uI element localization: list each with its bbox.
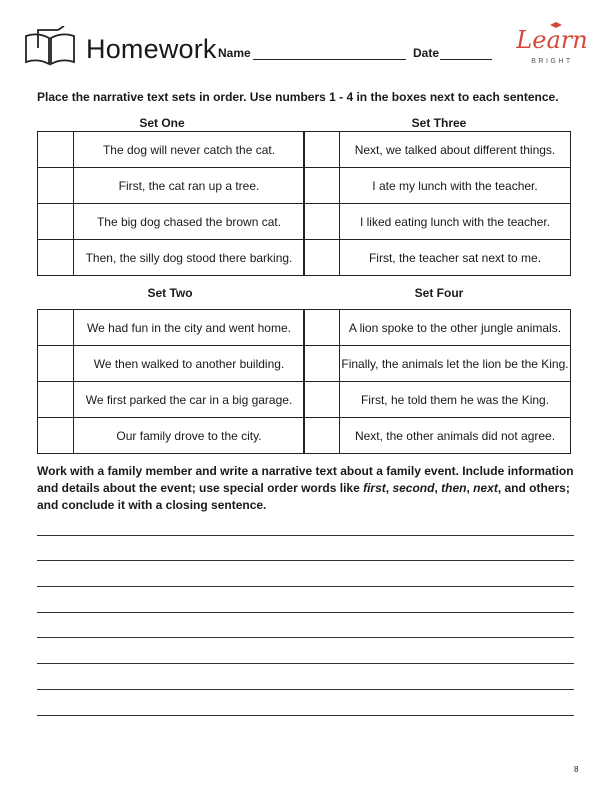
writing-line[interactable] [37,663,574,664]
table-row [38,346,305,382]
table-row [304,382,571,418]
set-three-table [303,131,571,276]
order-box[interactable] [304,240,340,276]
sentence-cell: We first parked the car in a big garage. [74,382,305,418]
sentence-cell: Next, the other animals did not agree. [340,418,571,454]
order-word-next: next [473,481,498,495]
set-one-title: Set One [139,116,185,130]
sentence-cell: Our family drove to the city. [74,418,305,454]
separator: , [434,481,442,495]
order-box[interactable] [38,346,74,382]
writing-prompt [37,463,582,514]
table-row [38,168,305,204]
table-row [304,310,571,346]
table-row [304,418,571,454]
table-row [304,132,571,168]
logo-text-learn: Learn [516,26,588,54]
order-box[interactable] [38,310,74,346]
writing-line[interactable] [37,560,574,561]
table-row [304,204,571,240]
writing-line[interactable] [37,535,574,536]
set-four-title: Set Four [414,286,464,300]
writing-line[interactable] [37,612,574,613]
sentence-cell: First, the cat ran up a tree. [74,168,305,204]
order-box[interactable] [304,382,340,418]
table-row [38,310,305,346]
prompt-text-end: , and others; and conclude it with a closing sentence. [37,481,570,512]
sentence-cell: The big dog chased the brown cat. [74,204,305,240]
sentence-cell: A lion spoke to the other jungle animals. [340,310,571,346]
open-book-icon [24,26,76,66]
order-box[interactable] [38,204,74,240]
set-two-table [37,309,305,454]
table-row [38,418,305,454]
sentence-cell: I ate my lunch with the teacher. [340,168,571,204]
writing-line[interactable] [37,586,574,587]
order-box[interactable] [304,418,340,454]
table-row [38,204,305,240]
order-word-first: first [363,481,386,495]
set-one-table [37,131,305,276]
separator: , [466,481,474,495]
table-row [38,382,305,418]
set-four-table [303,309,571,454]
writing-line[interactable] [37,715,574,716]
order-box[interactable] [38,418,74,454]
date-field-line[interactable] [440,59,492,60]
logo-text-bright: BRIGHT [531,58,573,65]
order-box[interactable] [38,240,74,276]
set-two-title: Set Two [147,286,193,300]
table-row [38,132,305,168]
order-word-second: second [392,481,435,495]
writing-line[interactable] [37,637,574,638]
set-three-title: Set Three [411,116,467,130]
order-box[interactable] [38,132,74,168]
date-label: Date [413,46,440,60]
page-title: Homework [86,34,217,64]
separator: , [385,481,393,495]
sentence-cell: Next, we talked about different things. [340,132,571,168]
sentence-cell: Then, the silly dog stood there barking. [74,240,305,276]
order-word-then: then [441,481,467,495]
name-field-line[interactable] [253,59,406,60]
sentence-cell: We had fun in the city and went home. [74,310,305,346]
sentence-cell: We then walked to another building. [74,346,305,382]
name-label: Name [218,46,251,60]
sentence-cell: Finally, the animals let the lion be the King. [340,346,571,382]
ordering-instruction: Place the narrative text sets in order. Use numbers 1 - 4 in the boxes next to each sentence. [37,90,559,104]
order-box[interactable] [304,132,340,168]
sentence-cell: The dog will never catch the cat. [74,132,305,168]
order-box[interactable] [304,204,340,240]
order-box[interactable] [38,168,74,204]
order-box[interactable] [304,168,340,204]
order-box[interactable] [304,346,340,382]
page-number: 8 [574,765,579,774]
sentence-cell: I liked eating lunch with the teacher. [340,204,571,240]
sentence-cell: First, the teacher sat next to me. [340,240,571,276]
table-row [304,240,571,276]
order-box[interactable] [38,382,74,418]
table-row [304,346,571,382]
order-box[interactable] [304,310,340,346]
sentence-cell: First, he told them he was the King. [340,382,571,418]
table-row [304,168,571,204]
prompt-text: Work with a family member and write a narrative text about a family event. Include information and details about the event; use special order words like [37,464,574,495]
writing-line[interactable] [37,689,574,690]
learn-bright-logo [516,26,588,76]
page-header [24,18,588,80]
table-row [38,240,305,276]
